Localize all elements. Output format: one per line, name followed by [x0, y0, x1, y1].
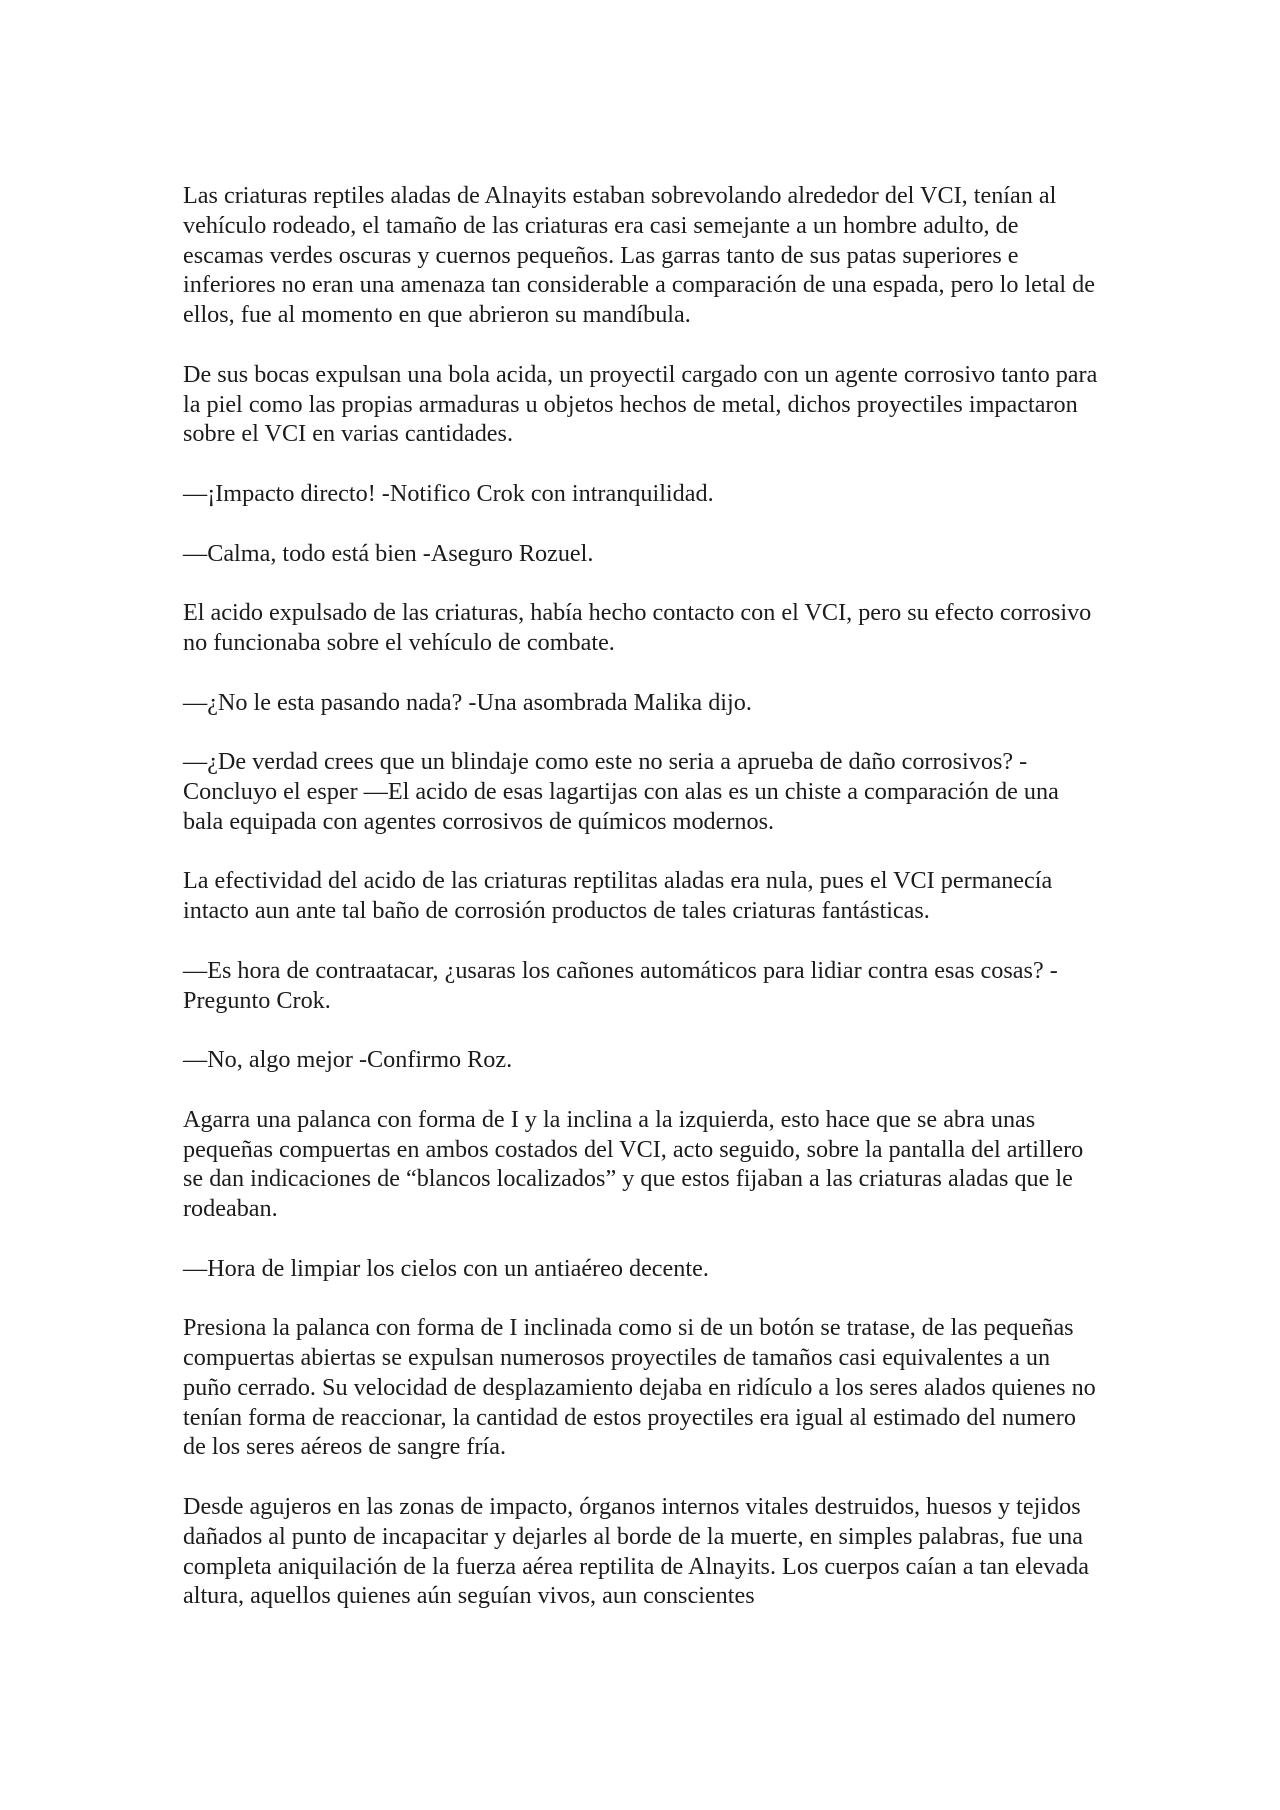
dialogue-line: —¿De verdad crees que un blindaje como este no seria a aprueba de daño corrosivos? -Concluyo el esper —El acido de esas lagartijas con alas es un chiste a comparación de una bala equipada con agentes corrosivos de químicos modernos.	[183, 748, 1059, 835]
paragraph: Agarra una palanca con forma de I y la inclina a la izquierda, esto hace que se abra unas pequeñas compuertas en ambos costados del VCI, acto seguido, sobre la pantalla del artillero se dan indicaciones de “blancos localizados” y que estos fijaban a las criaturas aladas que le rodeaban.	[183, 1105, 1084, 1223]
dialogue-line: —Hora de limpiar los cielos con un antiaéreo decente.	[183, 1254, 709, 1282]
dialogue-line: —Calma, todo está bien -Aseguro Rozuel.	[183, 539, 594, 567]
paragraph: De sus bocas expulsan una bola acida, un proyectil cargado con un agente corrosivo tanto para la piel como las propias armaduras u objetos hechos de metal, dichos proyectiles impactaron sobre el VCI en varias cantidades.	[183, 360, 1098, 448]
dialogue-line: —¿No le esta pasando nada? -Una asombrada Malika dijo.	[183, 688, 752, 716]
dialogue-line: —No, algo mejor -Confirmo Roz.	[183, 1046, 513, 1074]
paragraph: Presiona la palanca con forma de I inclinada como si de un botón se tratase, de las pequeñas compuertas abiertas se expulsan numerosos proyectiles de tamaños casi equivalentes a un puño cerrado. Su velocidad de desplazamiento dejaba en ridículo a los seres alados quienes no tenían forma de reaccionar, la cantidad de estos proyectiles era igual al estimado del numero de los seres aéreos de sangre fría.	[183, 1314, 1096, 1461]
paragraph: Las criaturas reptiles aladas de Alnayits estaban sobrevolando alrededor del VCI, tenían al vehículo rodeado, el tamaño de las criaturas era casi semejante a un hombre adulto, de escamas verdes oscuras y cuernos pequeños. Las garras tanto de sus patas superiores e inferiores no eran una amenaza tan considerable a comparación de una espada, pero lo letal de ellos, fue al momento en que abrieron su mandíbula.	[183, 182, 1095, 329]
paragraph: Desde agujeros en las zonas de impacto, órganos internos vitales destruidos, huesos y tejidos dañados al punto de incapacitar y dejarles al borde de la muerte, en simples palabras, fue una completa aniquilación de la fuerza aérea reptilita de Alnayits. Los cuerpos caían a tan elevada altura, aquellos quienes aún seguían vivos, aun conscientes	[183, 1493, 1089, 1610]
paragraph: El acido expulsado de las criaturas, había hecho contacto con el VCI, pero su efecto corrosivo no funcionaba sobre el vehículo de combate.	[183, 599, 1092, 656]
dialogue-line: —Es hora de contraatacar, ¿usaras los cañones automáticos para lidiar contra esas cosas? -Pregunto Crok.	[183, 956, 1058, 1014]
body-text	[183, 181, 1103, 1611]
dialogue-line: —¡Impacto directo! -Notifico Crok con intranquilidad.	[183, 479, 714, 507]
paragraph: La efectividad del acido de las criaturas reptilitas aladas era nula, pues el VCI permanecía intacto aun ante tal baño de corrosión productos de tales criaturas fantásticas.	[183, 867, 1053, 925]
